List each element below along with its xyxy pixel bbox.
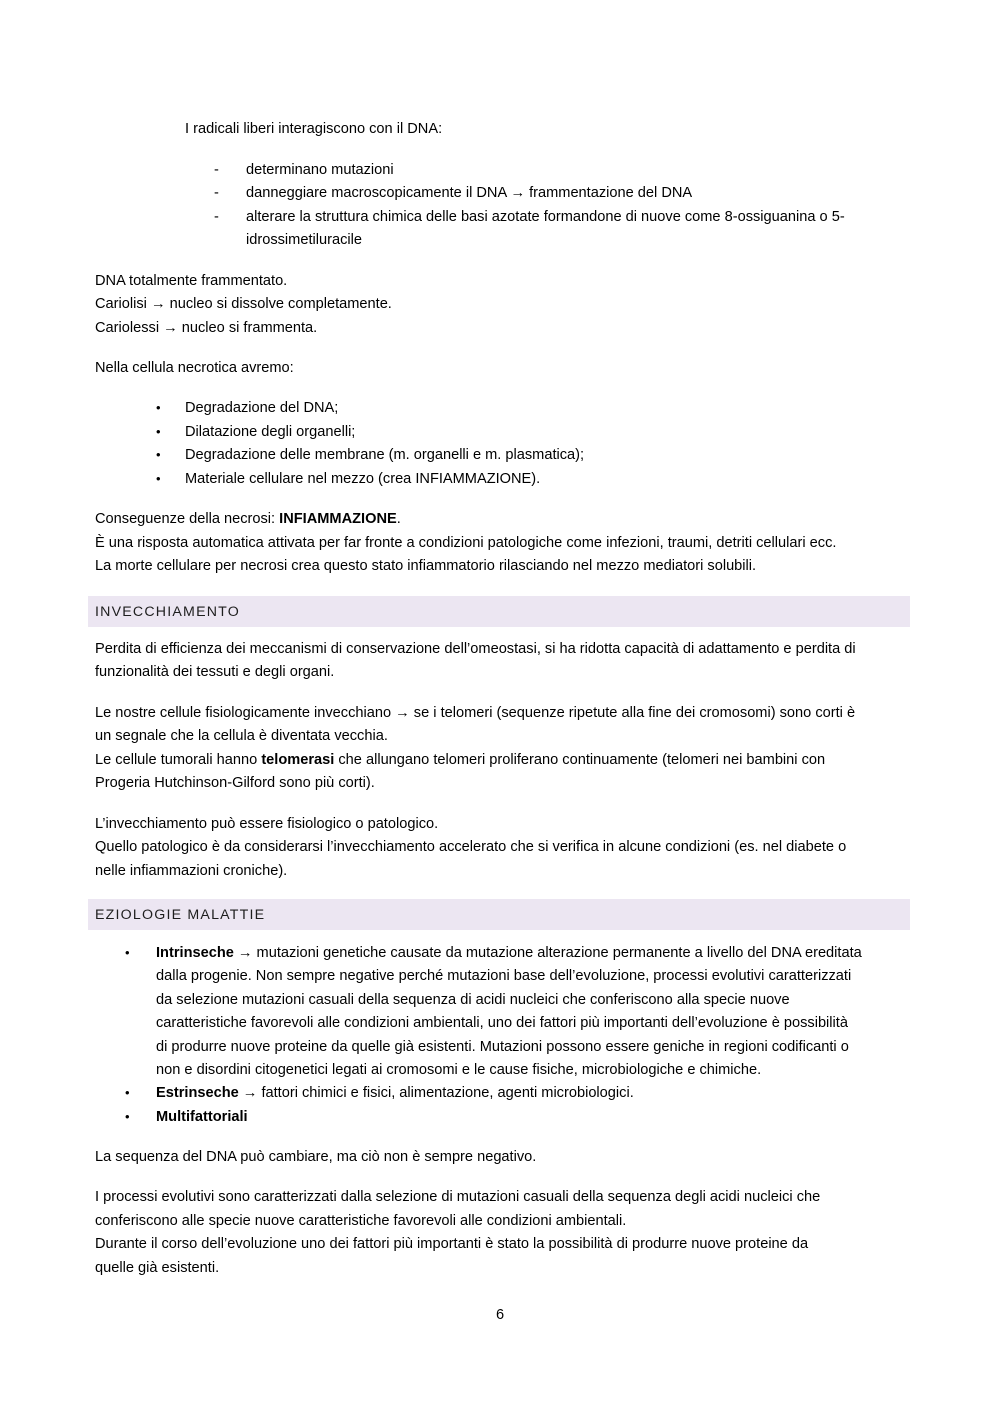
section-heading-aging: INVECCHIAMENTO (95, 604, 241, 620)
dna-line: Cariolisi → nucleo si dissolve completamente. (95, 296, 392, 312)
page-number: 6 (495, 1307, 505, 1323)
extrinsic-rest: → fattori chimici e fisici, alimentazione, agenti microbiologici. (238, 1085, 634, 1101)
multifactorial-line (156, 1107, 248, 1127)
bullet-marker: • (125, 945, 130, 960)
extrinsic-line (156, 1083, 634, 1103)
aging-tumor-line (95, 750, 825, 770)
aging-text: Le nostre cellule fisiologicamente invecchiano → se i telomeri (sequenze ripetute alla fine dei cromosomi) sono corti è (95, 705, 856, 721)
necrotic-item: Degradazione del DNA; (185, 400, 339, 416)
consequences-prefix: Conseguenze della necrosi: (95, 511, 280, 527)
intrinsic-text: non e disordini citogenetici legati ai cromosomi e le cause fisiche, microbiologiche e chimiche. (156, 1062, 762, 1078)
consequences-text: La morte cellulare per necrosi crea questo stato infiammatorio rilasciando nel mezzo mediatori solubili. (95, 558, 757, 574)
aging-tumor-bold: telomerasi (261, 752, 335, 768)
intro-line: I radicali liberi interagiscono con il DNA: (185, 121, 443, 137)
intrinsic-text: da selezione mutazioni casuali della sequenza di acidi nucleici che conferiscono alla specie nuove (156, 992, 790, 1008)
aging-tumor-prefix: Le cellule tumorali hanno (95, 752, 262, 768)
bullet-marker: • (125, 1109, 130, 1124)
etiology-text: I processi evolutivi sono caratterizzati dalla selezione di mutazioni casuali della sequenza degli acidi nucleici che (95, 1189, 821, 1205)
intrinsic-bold: Intrinseche (156, 945, 234, 961)
dash-marker: - (214, 162, 219, 178)
aging-text: nelle infiammazioni croniche). (95, 863, 288, 879)
etiology-text: La sequenza del DNA può cambiare, ma ciò non è sempre negativo. (95, 1149, 537, 1165)
aging-text: Perdita di efficienza dei meccanismi di conservazione dell’omeostasi, si ha ridotta capacità di adattamento e perdita di (95, 641, 856, 657)
aging-tumor-suffix: che allungano telomeri proliferano continuamente (telomeri nei bambini con (334, 752, 826, 768)
etiology-text: conferiscono alle specie nuove caratteristiche favorevoli alle condizioni ambientali. (95, 1213, 627, 1229)
section-heading-etiology: EZIOLOGIE MALATTIE (95, 907, 266, 923)
dna-line: Cariolessi → nucleo si frammenta. (95, 320, 318, 336)
necrotic-item: Materiale cellulare nel mezzo (crea INFIAMMAZIONE). (185, 471, 541, 487)
intrinsic-line (156, 943, 862, 963)
etiology-text: quelle già esistenti. (95, 1260, 220, 1276)
bullet-marker: • (156, 400, 161, 415)
necrotic-item: Degradazione delle membrane (m. organelli e m. plasmatica); (185, 447, 585, 463)
intro-item: determinano mutazioni (246, 162, 394, 178)
multifactorial-bold: Multifattoriali (156, 1109, 248, 1125)
bullet-marker: • (156, 471, 161, 486)
extrinsic-bold: Estrinseche (156, 1085, 239, 1101)
intro-item: alterare la struttura chimica delle basi azotate formandone di nuove come 8-ossiguanina o 5- (246, 209, 845, 225)
dna-line: DNA totalmente frammentato. (95, 273, 288, 289)
aging-text: un segnale che la cellula è diventata vecchia. (95, 728, 388, 744)
dash-marker: - (214, 209, 219, 225)
consequences-line (95, 509, 401, 529)
necrotic-item: Dilatazione degli organelli; (185, 424, 356, 440)
aging-text: Progeria Hutchinson-Gilford sono più corti). (95, 775, 375, 791)
aging-text: funzionalità dei tessuti e degli organi. (95, 664, 335, 680)
etiology-text: Durante il corso dell’evoluzione uno dei fattori più importanti è stato la possibilità di produrre nuove proteine da (95, 1236, 809, 1252)
bullet-marker: • (156, 447, 161, 462)
necrotic-intro: Nella cellula necrotica avremo: (95, 360, 294, 376)
intrinsic-text: di produrre nuove proteine da quelle già esistenti. Mutazioni possono essere geniche in regioni codificanti o (156, 1039, 849, 1055)
bullet-marker: • (125, 1085, 130, 1100)
intrinsic-text: caratteristiche favorevoli alle condizioni ambientali, uno dei fattori più importanti dell’evoluzione è possibilità (156, 1015, 848, 1031)
aging-text: Quello patologico è da considerarsi l’invecchiamento accelerato che si verifica in alcune condizioni (es. nel diabete o (95, 839, 847, 855)
intro-item-continued: idrossimetiluracile (246, 232, 362, 248)
intro-item: danneggiare macroscopicamente il DNA → frammentazione del DNA (246, 185, 693, 201)
consequences-bold: INFIAMMAZIONE (279, 511, 397, 527)
dash-marker: - (214, 185, 219, 201)
consequences-text: È una risposta automatica attivata per far fronte a condizioni patologiche come infezioni, traumi, detriti cellulari ecc. (95, 535, 837, 551)
intrinsic-rest: → mutazioni genetiche causate da mutazione alterazione permanente a livello del DNA ereditata (233, 945, 862, 961)
bullet-marker: • (156, 424, 161, 439)
consequences-suffix: . (396, 511, 401, 527)
aging-text: L’invecchiamento può essere fisiologico o patologico. (95, 816, 439, 832)
intrinsic-text: dalla progenie. Non sempre negative perché mutazioni base dell’evoluzione, processi evolutivi caratterizzati (156, 968, 852, 984)
